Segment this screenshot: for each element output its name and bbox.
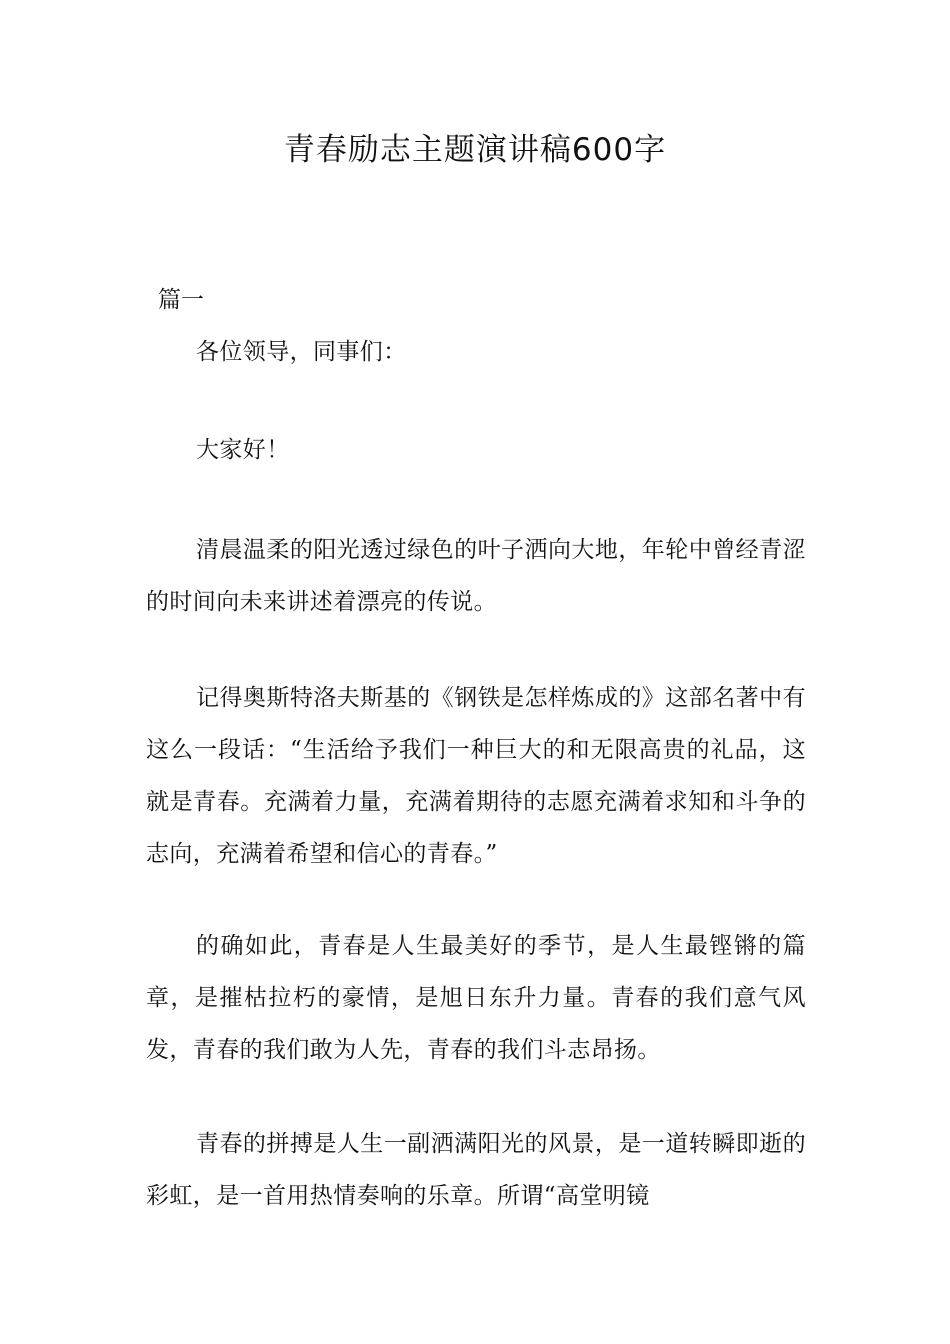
- paragraph-quote: 记得奥斯特洛夫斯基的《钢铁是怎样炼成的》这部名著中有这么一段话：“生活给予我们一种巨大的和无限高贵的礼品，这就是青春。充满着力量，充满着期待的志愿充满着求知和斗争的志向，充满着希望和信心的青春。”: [146, 685, 806, 867]
- document-title: 青春励志主题演讲稿600字: [283, 132, 667, 168]
- paragraph-hello: 大家好！: [196, 437, 290, 463]
- section-label: 篇一: [158, 287, 204, 313]
- paragraph-greeting: 各位领导，同事们：: [196, 339, 407, 365]
- paragraph-morning: 清晨温柔的阳光透过绿色的叶子洒向大地，年轮中曾经青涩的时间向未来讲述着漂亮的传说。: [146, 537, 806, 615]
- paragraph-youth: 的确如此，青春是人生最美好的季节，是人生最铿锵的篇章，是摧枯拉朽的豪情，是旭日东升力量。青春的我们意气风发，青春的我们敢为人先，青春的我们斗志昂扬。: [146, 933, 806, 1063]
- paragraph-struggle: 青春的拼搏是人生一副洒满阳光的风景，是一道转瞬即逝的彩虹，是一首用热情奏响的乐章。所谓“高堂明镜: [146, 1131, 806, 1209]
